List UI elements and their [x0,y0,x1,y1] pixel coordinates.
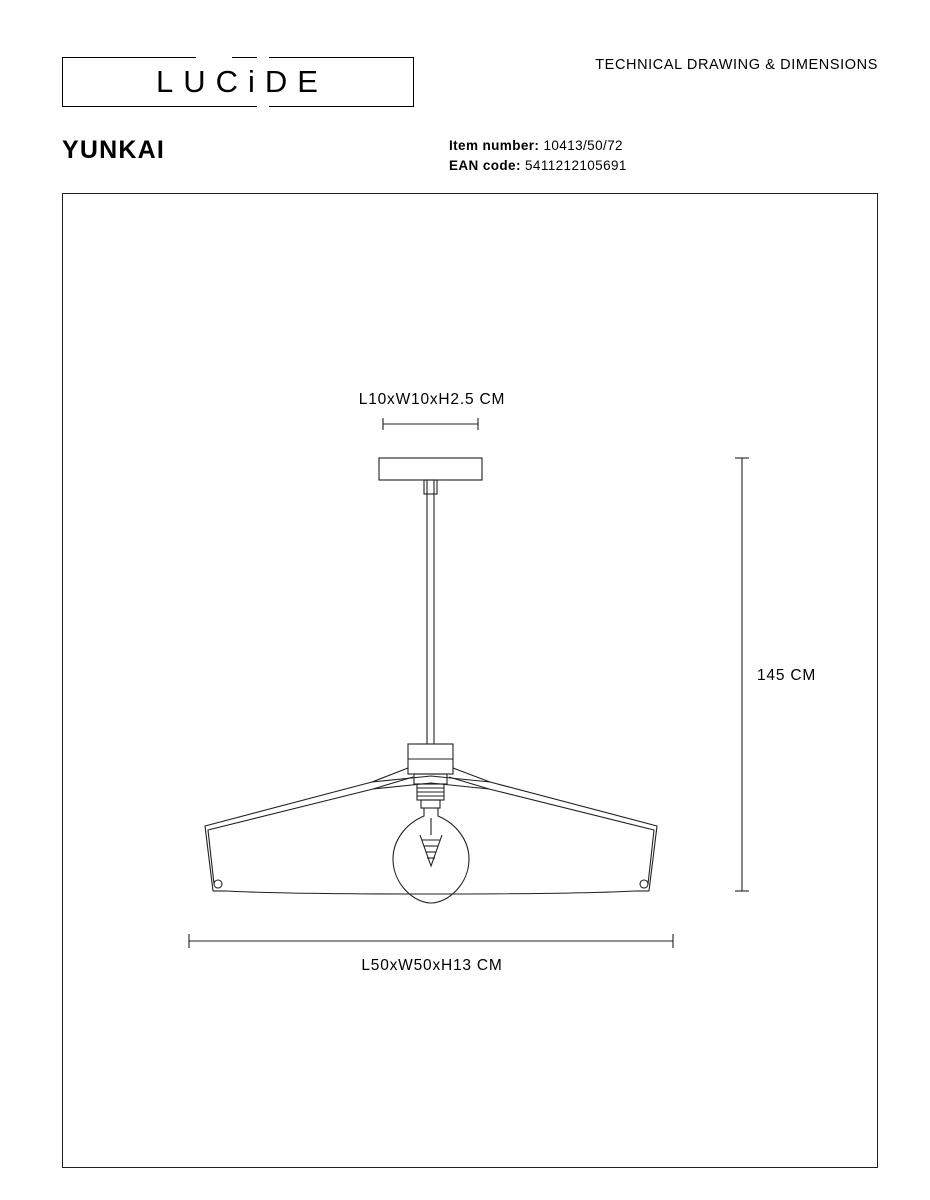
top-dimension-label: L10xW10xH2.5 CM [358,391,506,408]
height-dimension-label: 145 CM [757,667,817,684]
page-subtitle: TECHNICAL DRAWING & DIMENSIONS [595,57,878,73]
brand-logo-text: LUCiDE [156,64,328,99]
bottom-dimension-label: L50xW50xH13 CM [361,957,503,974]
ean-label: EAN code: [449,158,521,173]
item-number-value: 10413/50/72 [543,138,623,153]
item-number-label: Item number: [449,138,540,153]
ean-value: 5411212105691 [525,158,627,173]
page-title: YUNKAI [62,136,166,164]
